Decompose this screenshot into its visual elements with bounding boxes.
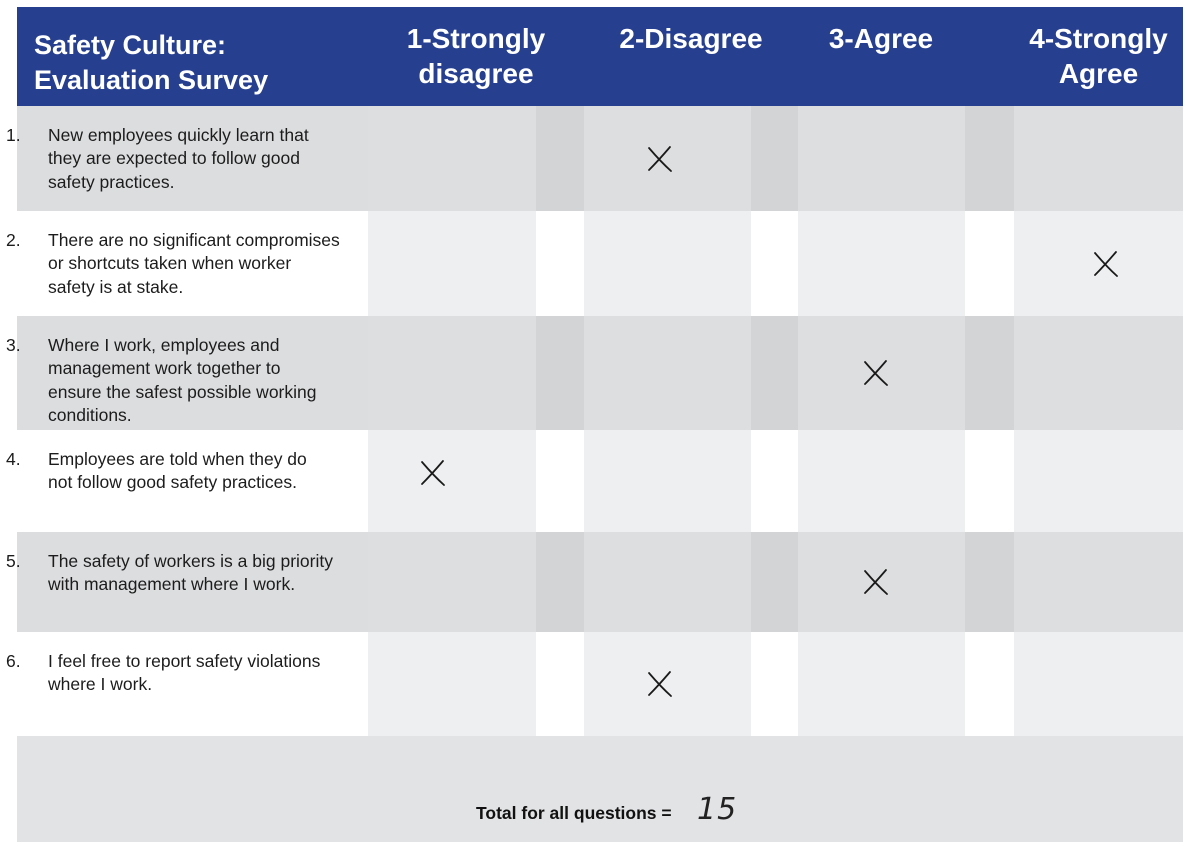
answer-mark-x [861,567,891,597]
column-spacer [536,211,584,316]
answer-cell-4[interactable] [1014,632,1183,736]
answer-cell-2[interactable] [584,430,751,532]
column-spacer [536,430,584,532]
survey-title-header [17,7,368,106]
answer-cell-2[interactable] [584,316,751,430]
column-spacer [965,532,1014,632]
question-row [6,532,1183,632]
question-line: or shortcuts taken when worker [48,253,292,274]
column-header-line1: 3-Agree [828,23,934,54]
question-line: conditions. [48,404,132,425]
question-number: 1. [6,125,21,145]
question-line: 1. New employees quickly learn that [27,124,372,147]
column-spacer [751,532,798,632]
column-spacer [536,106,584,211]
answer-mark-x [645,144,675,174]
answer-mark-x [645,669,675,699]
question-row [6,430,1183,532]
question-text-cell [6,106,368,211]
answer-cell-4[interactable] [1014,316,1183,430]
question-text [6,550,372,597]
total-row [17,736,1183,842]
question-number: 5. [6,551,21,571]
question-row [6,632,1183,736]
column-spacer [751,430,798,532]
question-line: safety is at stake. [48,276,184,297]
column-spacer [965,632,1014,736]
column-header-strongly-agree [1014,7,1183,106]
question-line: 2. There are no significant compromises [27,229,372,252]
question-text [6,334,372,427]
question-row [6,316,1183,430]
question-text-cell [6,211,368,316]
question-line: with management where I work. [48,574,296,595]
question-line: 5. The safety of workers is a big priority [27,550,372,573]
survey-title-line1: Safety Culture: [34,30,227,60]
column-spacer [965,106,1014,211]
answer-cell-1[interactable] [368,632,536,736]
column-spacer [965,430,1014,532]
column-header-line2: disagree [418,58,534,89]
answer-mark-x [1091,249,1121,279]
column-header-line2: Agree [1058,58,1139,89]
answer-cell-3[interactable] [798,430,965,532]
question-line: safety practices. [48,171,175,192]
question-line: not follow good safety practices. [48,472,298,493]
answer-cell-1[interactable] [368,211,536,316]
answer-cell-3[interactable] [798,106,965,211]
question-text-cell [6,316,368,430]
answer-mark-x [861,358,891,388]
question-line: ensure the safest possible working [48,381,317,402]
answer-cell-4[interactable] [1014,106,1183,211]
answer-cell-2[interactable] [584,532,751,632]
answer-cell-4[interactable] [1014,532,1183,632]
column-header-line1: 1-Strongly [406,23,546,54]
question-text [6,124,372,194]
answer-cell-1[interactable] [368,430,536,532]
question-line: 6. I feel free to report safety violations [27,650,372,673]
column-spacer [536,316,584,430]
column-spacer [536,532,584,632]
answer-cell-3[interactable] [798,632,965,736]
question-line: 4. Employees are told when they do [27,448,372,471]
question-number: 4. [6,449,21,469]
column-spacer [751,316,798,430]
question-text-cell [6,430,368,532]
answer-mark-x [418,458,448,488]
column-spacer [965,211,1014,316]
question-number: 6. [6,651,21,671]
question-row [6,211,1183,316]
answer-cell-2[interactable] [584,211,751,316]
question-text [6,229,372,299]
question-line: management work together to [48,358,281,379]
question-text-cell [6,632,368,736]
total-label: Total for all questions = [476,803,672,823]
question-line: where I work. [48,674,153,695]
survey-title-line2: Evaluation Survey [34,65,269,95]
column-header-line1: 4-Strongly [1029,23,1168,54]
answer-cell-3[interactable] [798,211,965,316]
column-header-agree [798,7,1014,106]
column-header-line1: 2-Disagree [619,23,763,54]
question-number: 2. [6,230,21,250]
question-row [6,106,1183,211]
column-header-disagree [584,7,798,106]
answer-cell-1[interactable] [368,106,536,211]
column-spacer [751,106,798,211]
column-spacer [965,316,1014,430]
column-spacer [751,632,798,736]
column-spacer [536,632,584,736]
question-line: they are expected to follow good [48,148,300,169]
question-line: 3. Where I work, employees and [27,334,372,357]
answer-cell-1[interactable] [368,316,536,430]
question-text [6,650,372,697]
question-text-cell [6,532,368,632]
column-spacer [751,211,798,316]
question-number: 3. [6,335,21,355]
question-text [6,448,372,495]
answer-cell-4[interactable] [1014,430,1183,532]
total-value: 15 [697,792,738,827]
answer-cell-1[interactable] [368,532,536,632]
column-header-strongly-disagree [368,7,584,106]
